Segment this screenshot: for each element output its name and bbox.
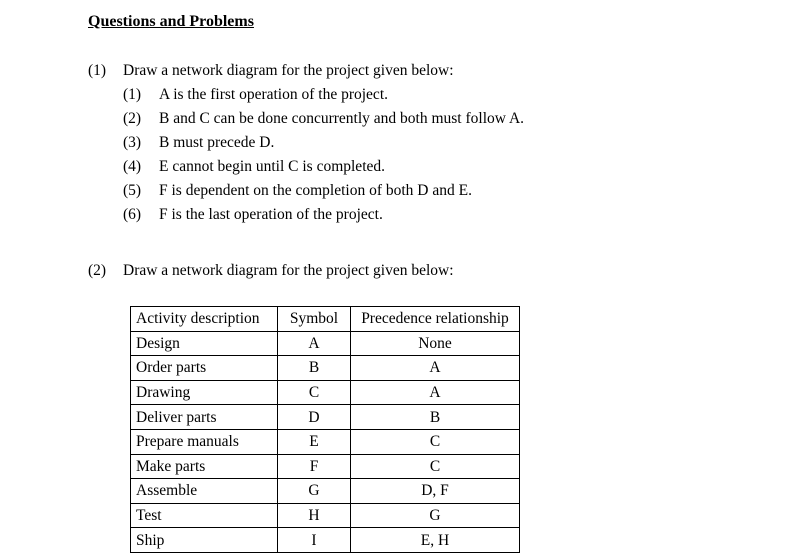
table-row [131, 331, 520, 356]
table-row [131, 356, 520, 381]
table-row [131, 380, 520, 405]
symbol-cell: E [278, 429, 351, 454]
activity-cell: Prepare manuals [131, 429, 278, 454]
symbol-cell: B [278, 356, 351, 381]
precedence-cell: G [351, 503, 520, 528]
q1-item-5-number: (5) [123, 182, 142, 199]
section-heading: Questions and Problems [88, 13, 254, 30]
precedence-cell: E, H [351, 528, 520, 553]
activity-cell: Assemble [131, 479, 278, 504]
table-row [131, 503, 520, 528]
precedence-cell: A [351, 356, 520, 381]
question-2-number: (2) [88, 262, 107, 279]
table-row [131, 479, 520, 504]
q1-item-2-number: (2) [123, 110, 142, 127]
table-header-row [131, 307, 520, 332]
symbol-cell: F [278, 454, 351, 479]
q1-item-2-text: B and C can be done concurrently and both must follow A. [159, 110, 525, 127]
symbol-cell: G [278, 479, 351, 504]
precedence-cell: D, F [351, 479, 520, 504]
activity-cell: Order parts [131, 356, 278, 381]
activity-cell: Test [131, 503, 278, 528]
precedence-cell: C [351, 429, 520, 454]
q1-item-5-text: F is dependent on the completion of both D and E. [159, 182, 472, 199]
symbol-cell: I [278, 528, 351, 553]
q1-item-1-number: (1) [123, 86, 142, 103]
table-row [131, 429, 520, 454]
precedence-cell: None [351, 331, 520, 356]
q1-item-6-text: F is the last operation of the project. [159, 206, 383, 223]
table-row [131, 405, 520, 430]
q1-item-4-text: E cannot begin until C is completed. [159, 158, 385, 175]
precedence-cell: A [351, 380, 520, 405]
table-row [131, 528, 520, 553]
activity-cell: Drawing [131, 380, 278, 405]
symbol-cell: H [278, 503, 351, 528]
activity-cell: Design [131, 331, 278, 356]
activity-cell: Deliver parts [131, 405, 278, 430]
activity-cell: Make parts [131, 454, 278, 479]
q1-item-3-number: (3) [123, 134, 142, 151]
question-1-text: Draw a network diagram for the project given below: [123, 62, 454, 79]
symbol-cell: A [278, 331, 351, 356]
table-row [131, 454, 520, 479]
header-symbol: Symbol [278, 307, 351, 332]
q1-item-6-number: (6) [123, 206, 142, 223]
symbol-cell: C [278, 380, 351, 405]
header-activity-description: Activity description [131, 307, 278, 332]
question-1-number: (1) [88, 62, 107, 79]
q1-item-1-text: A is the first operation of the project. [159, 86, 388, 103]
header-precedence-relationship: Precedence relationship [351, 307, 520, 332]
question-2-text: Draw a network diagram for the project given below: [123, 262, 454, 279]
q1-item-3-text: B must precede D. [159, 134, 275, 151]
q1-item-4-number: (4) [123, 158, 142, 175]
precedence-table [130, 306, 520, 553]
activity-cell: Ship [131, 528, 278, 553]
symbol-cell: D [278, 405, 351, 430]
precedence-cell: B [351, 405, 520, 430]
precedence-cell: C [351, 454, 520, 479]
